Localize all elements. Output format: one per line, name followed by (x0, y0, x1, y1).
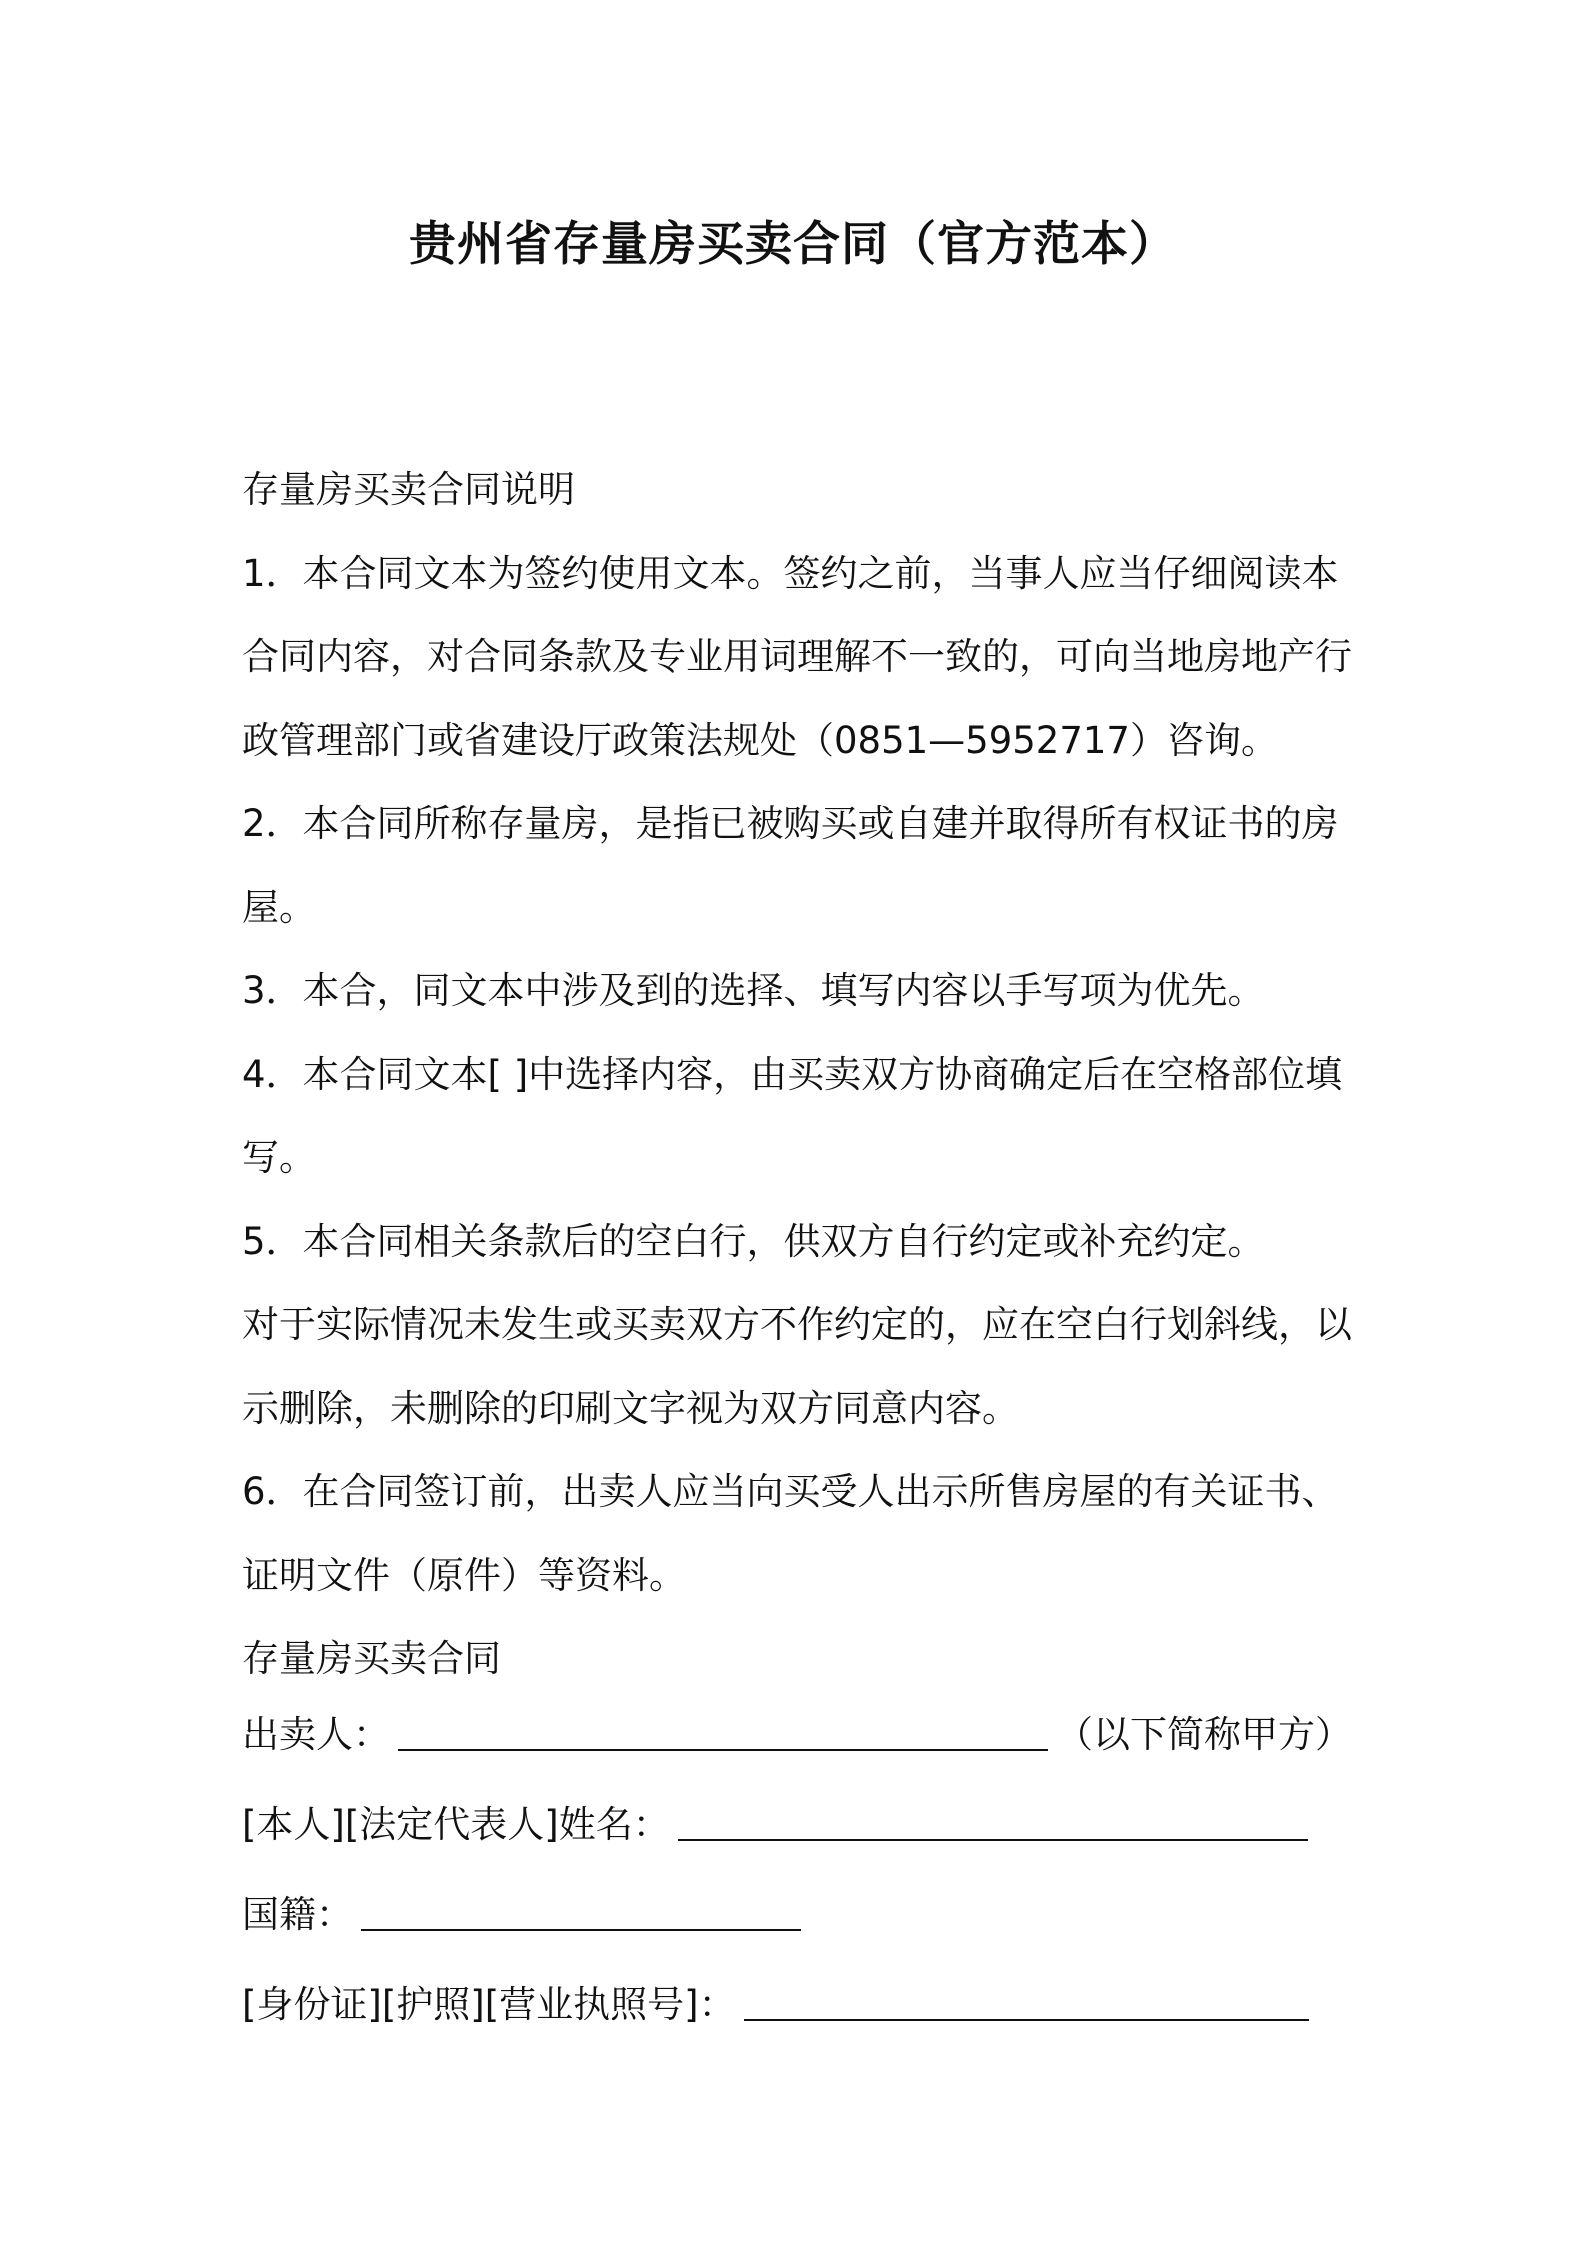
name-blank (678, 1805, 1308, 1841)
instruction-line: 4．本合同文本[ ]中选择内容，由买卖双方协商确定后在空格部位填 (242, 1052, 1343, 1096)
nationality-label: 国籍： (242, 1893, 353, 1936)
instruction-line: 6．在合同签订前，出卖人应当向买受人出示所售房屋的有关证书、 (242, 1470, 1339, 1513)
seller-blank (398, 1715, 1048, 1751)
instruction-line: 示删除，未删除的印刷文字视为双方同意内容。 (242, 1386, 1019, 1430)
nationality-row (242, 1870, 1362, 1960)
contract-party-form (242, 1690, 1362, 2050)
id-row (242, 1960, 1362, 2050)
name-row (242, 1780, 1362, 1870)
document-title: 贵州省存量房买卖合同（官方范本） (409, 217, 1177, 272)
seller-suffix: （以下简称甲方） (1056, 1713, 1352, 1756)
instruction-line: 证明文件（原件）等资料。 (242, 1553, 686, 1597)
seller-row (242, 1690, 1362, 1780)
instruction-line: 1．本合同文本为签约使用文本。签约之前，当事人应当仔细阅读本 (242, 551, 1339, 595)
instruction-line: 屋。 (242, 885, 316, 929)
contract-instructions (242, 448, 1362, 1701)
instruction-line: 政管理部门或省建设厅政策法规处（0851—5952717）咨询。 (242, 718, 1278, 762)
seller-label: 出卖人： (242, 1713, 390, 1756)
instructions-heading: 存量房买卖合同说明 (242, 468, 575, 511)
nationality-blank (361, 1895, 801, 1931)
instruction-line: 对于实际情况未发生或买卖双方不作约定的，应在空白行划斜线，以 (242, 1303, 1352, 1346)
contract-heading: 存量房买卖合同 (242, 1637, 501, 1680)
instruction-line: 合同内容，对合同条款及专业用词理解不一致的，可向当地房地产行 (242, 635, 1352, 678)
instruction-line: 写。 (242, 1136, 316, 1179)
instruction-line: 5．本合同相关条款后的空白行，供双方自行约定或补充约定。 (242, 1219, 1265, 1263)
id-label: [身份证][护照][营业执照号]： (242, 1983, 736, 2026)
instruction-line: 2．本合同所称存量房，是指已被购买或自建并取得所有权证书的房 (242, 802, 1339, 845)
name-label: [本人][法定代表人]姓名： (242, 1803, 670, 1846)
instruction-line: 3．本合，同文本中涉及到的选择、填写内容以手写项为优先。 (242, 969, 1265, 1012)
id-blank (744, 1985, 1309, 2021)
